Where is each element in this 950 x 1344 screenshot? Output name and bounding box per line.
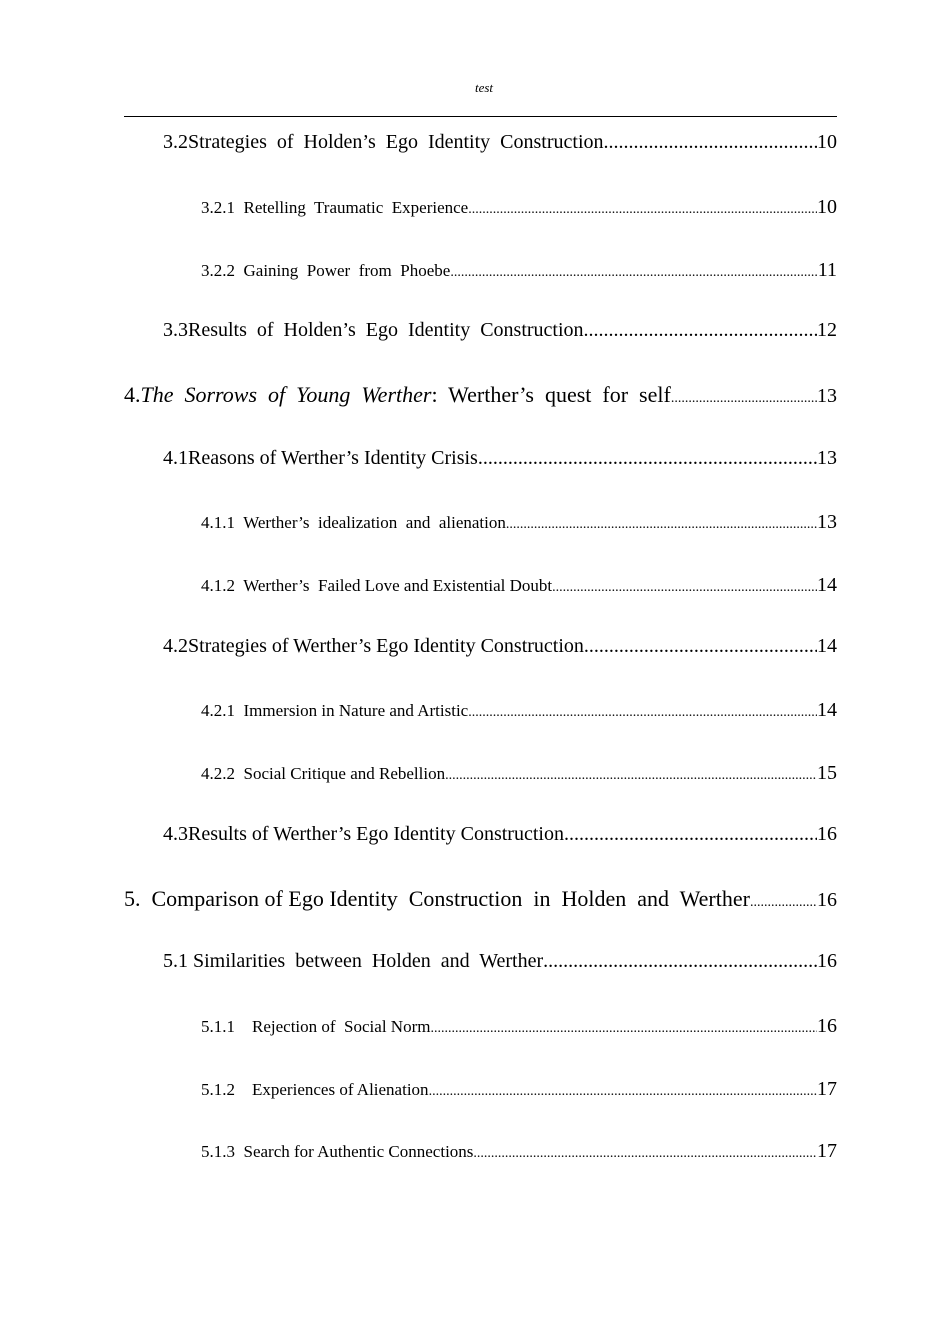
toc-entry-label: 5.1.2 Experiences of Alienation	[201, 1080, 429, 1099]
toc-entry-5-1[interactable]	[163, 950, 837, 973]
dot-leader	[473, 1142, 817, 1162]
dot-leader	[584, 319, 817, 342]
toc-entry-subtitle: : Werther’s quest for self	[431, 382, 671, 407]
dot-leader	[468, 198, 817, 218]
dot-leader	[564, 823, 817, 846]
toc-entry-label: 5.1 Similarities between Holden and Werther	[163, 950, 544, 972]
toc-entry-4-2-1[interactable]	[201, 699, 837, 722]
toc-page-number: 10	[817, 131, 837, 153]
dot-leader	[506, 513, 817, 533]
toc-entry-label: 3.2Strategies of Holden’s Ego Identity Construction	[163, 131, 604, 153]
toc-entry-4-1[interactable]	[163, 447, 837, 470]
toc-entry-label: 4.2.1 Immersion in Nature and Artistic	[201, 701, 469, 720]
toc-entry-label: 4.2.2 Social Critique and Rebellion	[201, 764, 446, 783]
toc-entry-5-1-1[interactable]	[201, 1015, 837, 1038]
dot-leader	[468, 701, 817, 721]
toc-entry-4[interactable]	[124, 382, 837, 408]
toc-page-number: 13	[817, 385, 837, 407]
running-header: test	[474, 80, 494, 95]
toc-entry-label: 5.1.3 Search for Authentic Connections	[201, 1142, 474, 1161]
toc-page-number: 12	[817, 319, 837, 341]
toc-entry-label	[124, 382, 671, 408]
toc-page-number: 16	[817, 950, 837, 972]
dot-leader	[584, 635, 817, 658]
toc-entry-3-2[interactable]	[163, 131, 837, 154]
toc-entry-label: 4.1Reasons of Werther’s Identity Crisis	[163, 447, 478, 469]
toc-entry-label: 3.2.2 Gaining Power from Phoebe	[201, 261, 451, 280]
toc-entry-label: 3.2.1 Retelling Traumatic Experience	[201, 198, 469, 217]
dot-leader	[429, 1080, 817, 1100]
toc-page-number: 17	[817, 1078, 837, 1100]
toc-entry-4-2[interactable]	[163, 635, 837, 658]
toc-entry-label: 3.3Results of Holden’s Ego Identity Construction	[163, 319, 584, 341]
dot-leader	[552, 576, 817, 596]
toc-entry-4-1-1[interactable]	[201, 511, 837, 534]
toc-entry-4-2-2[interactable]	[201, 762, 837, 785]
toc-page-number: 14	[817, 635, 837, 657]
header-rule	[124, 116, 837, 117]
toc-entry-label: 4.3Results of Werther’s Ego Identity Construction	[163, 823, 564, 845]
toc-entry-4-1-2[interactable]	[201, 574, 837, 597]
toc-page-number: 10	[817, 196, 837, 218]
book-title: The Sorrows of Young Werther	[140, 382, 432, 407]
toc-entry-label: 4.1.1 Werther’s idealization and alienation	[201, 513, 506, 532]
dot-leader	[445, 764, 817, 784]
toc-page-number: 16	[817, 1015, 837, 1037]
toc-entry-3-2-1[interactable]	[201, 196, 837, 219]
toc-page-number: 14	[817, 699, 837, 721]
toc-entry-label: 5. Comparison of Ego Identity Construction in Holden and Werther	[124, 886, 750, 911]
dot-leader	[750, 886, 817, 912]
dot-leader	[543, 950, 817, 973]
toc-entry-label: 4.1.2 Werther’s Failed Love and Existential Doubt	[201, 576, 553, 595]
toc-entry-number: 4.	[124, 382, 141, 407]
toc-page-number: 13	[817, 447, 837, 469]
dot-leader	[478, 447, 817, 470]
toc-entry-label: 4.2Strategies of Werther’s Ego Identity Construction	[163, 635, 584, 657]
toc-entry-5-1-2[interactable]	[201, 1078, 837, 1101]
toc-entry-3-2-2[interactable]	[201, 259, 837, 282]
toc-page-number: 16	[817, 823, 837, 845]
toc-entry-3-3[interactable]	[163, 319, 837, 342]
dot-leader	[450, 261, 817, 281]
toc-page-number: 13	[817, 511, 837, 533]
toc-entry-5[interactable]	[124, 886, 837, 912]
toc-page-number: 15	[817, 762, 837, 784]
toc-entry-4-3[interactable]	[163, 823, 837, 846]
toc-page-number: 14	[817, 574, 837, 596]
dot-leader	[604, 131, 818, 154]
toc-entry-5-1-3[interactable]	[201, 1140, 837, 1163]
toc-page-number: 16	[817, 889, 837, 911]
toc-page-number: 17	[817, 1140, 837, 1162]
dot-leader	[430, 1017, 817, 1037]
dot-leader	[671, 382, 817, 408]
toc-page-number: 11	[817, 259, 837, 281]
toc-entry-label: 5.1.1 Rejection of Social Norm	[201, 1017, 431, 1036]
